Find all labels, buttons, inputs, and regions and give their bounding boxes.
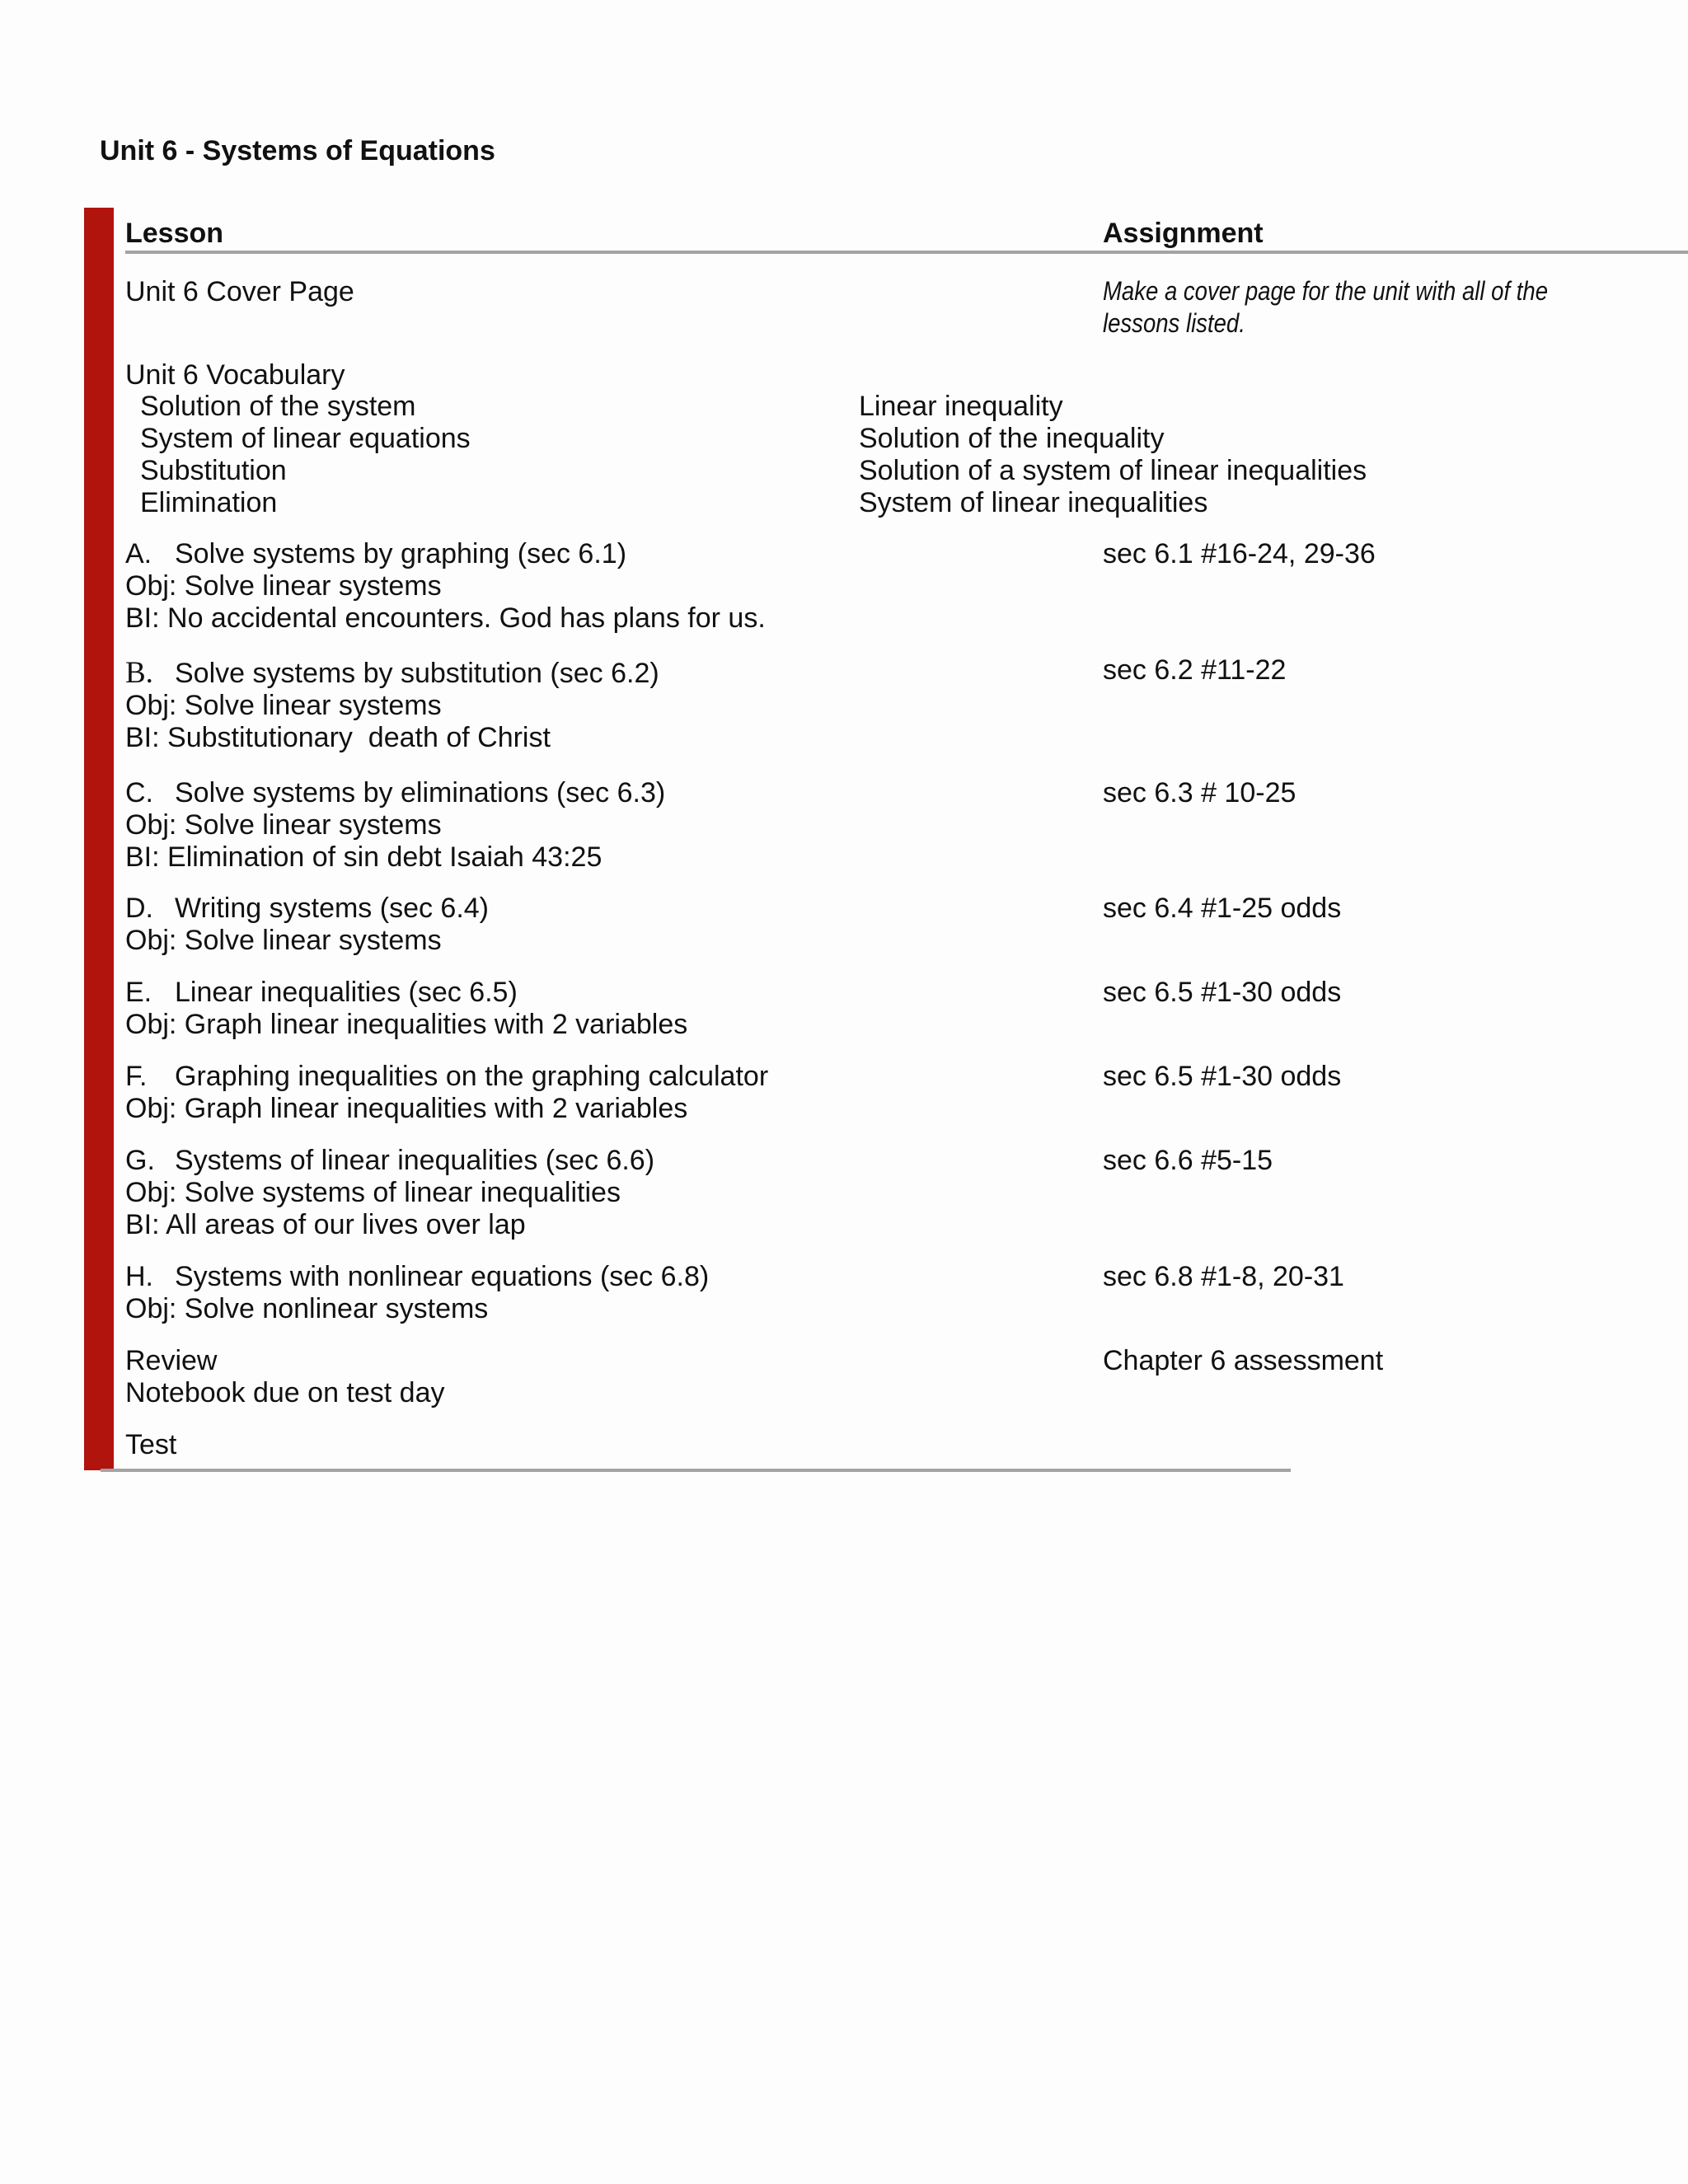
cover-assignment-line: lessons listed.	[1103, 308, 1245, 338]
lesson-h	[125, 1261, 709, 1325]
lesson-title: Graphing inequalities on the graphing calculator	[175, 1061, 769, 1092]
vocabulary-term: Solution of the system	[140, 391, 416, 422]
lesson-letter: A.	[125, 538, 152, 569]
lesson-g-assignment: sec 6.6 #5-15	[1103, 1145, 1273, 1176]
lesson-f	[125, 1061, 768, 1125]
bottom-divider	[101, 1469, 1291, 1472]
lesson-b	[125, 657, 659, 754]
review-title: Review	[125, 1345, 218, 1376]
lesson-biblical-integration: BI: Elimination of sin debt Isaiah 43:25	[125, 841, 603, 873]
cover-lesson-title: Unit 6 Cover Page	[125, 276, 354, 307]
lesson-title: Systems with nonlinear equations (sec 6.8)	[175, 1261, 710, 1292]
lesson-e-assignment: sec 6.5 #1-30 odds	[1103, 977, 1342, 1008]
lesson-a-assignment: sec 6.1 #16-24, 29-36	[1103, 538, 1376, 569]
lesson-title: Systems of linear inequalities (sec 6.6)	[175, 1145, 655, 1176]
header-divider	[125, 251, 1688, 254]
lesson-letter: E.	[125, 977, 152, 1008]
lesson-letter: G.	[125, 1145, 155, 1176]
vocabulary-term: Solution of a system of linear inequalities	[859, 455, 1367, 486]
lesson-letter: C.	[125, 777, 153, 808]
lesson-title: Solve systems by eliminations (sec 6.3)	[175, 777, 666, 808]
cover-assignment-line: Make a cover page for the unit with all of the	[1103, 276, 1548, 306]
lesson-objective: Obj: Solve linear systems	[125, 925, 442, 956]
lesson-c	[125, 777, 665, 874]
lesson-letter: H.	[125, 1261, 153, 1292]
review-note: Notebook due on test day	[125, 1377, 445, 1408]
lesson-biblical-integration: BI: Substitutionary death of Christ	[125, 722, 551, 753]
lesson-h-assignment: sec 6.8 #1-8, 20-31	[1103, 1261, 1344, 1292]
review-assignment: Chapter 6 assessment	[1103, 1345, 1384, 1376]
lesson-letter: D.	[125, 893, 153, 924]
lesson-d-assignment: sec 6.4 #1-25 odds	[1103, 893, 1342, 924]
lesson-objective: Obj: Graph linear inequalities with 2 variables	[125, 1093, 688, 1124]
accent-bar	[84, 208, 114, 1470]
vocabulary-term: Linear inequality	[859, 391, 1063, 422]
lesson-objective: Obj: Solve linear systems	[125, 809, 442, 841]
page-title: Unit 6 - Systems of Equations	[100, 135, 495, 166]
lesson-title: Writing systems (sec 6.4)	[175, 893, 490, 924]
lesson-letter: B.	[125, 656, 153, 690]
lesson-c-assignment: sec 6.3 # 10-25	[1103, 777, 1296, 808]
cover-assignment	[1103, 275, 1548, 340]
test-title: Test	[125, 1429, 177, 1460]
lesson-title: Linear inequalities (sec 6.5)	[175, 977, 518, 1008]
lesson-b-assignment: sec 6.2 #11-22	[1103, 654, 1287, 686]
vocabulary-term: Solution of the inequality	[859, 423, 1165, 454]
lesson-objective: Obj: Solve nonlinear systems	[125, 1293, 489, 1324]
lesson-objective: Obj: Solve systems of linear inequalities	[125, 1177, 621, 1208]
vocabulary-term: Elimination	[140, 487, 278, 518]
test-row	[125, 1429, 176, 1461]
assignment-column-header: Assignment	[1103, 218, 1264, 249]
lesson-g	[125, 1145, 654, 1241]
lesson-objective: Obj: Solve linear systems	[125, 690, 442, 721]
lesson-f-assignment: sec 6.5 #1-30 odds	[1103, 1061, 1342, 1092]
lesson-column-header: Lesson	[125, 218, 224, 249]
vocabulary-heading: Unit 6 Vocabulary	[125, 359, 345, 391]
lesson-title: Solve systems by substitution (sec 6.2)	[175, 658, 659, 689]
lesson-d	[125, 893, 489, 957]
vocabulary-list-right	[859, 391, 1367, 519]
cover-lesson	[125, 276, 354, 308]
lesson-e	[125, 977, 687, 1041]
vocabulary-term: System of linear equations	[140, 423, 471, 454]
lesson-biblical-integration: BI: No accidental encounters. God has plans for us.	[125, 602, 766, 634]
vocabulary-term: Substitution	[140, 455, 287, 486]
lesson-title: Solve systems by graphing (sec 6.1)	[175, 538, 627, 569]
vocabulary-term: System of linear inequalities	[859, 487, 1208, 518]
lesson-a	[125, 538, 766, 635]
lesson-objective: Obj: Solve linear systems	[125, 570, 442, 602]
review-row	[125, 1345, 445, 1409]
lesson-objective: Obj: Graph linear inequalities with 2 variables	[125, 1009, 688, 1040]
vocabulary-list-left	[140, 391, 471, 519]
lesson-biblical-integration: BI: All areas of our lives over lap	[125, 1209, 526, 1240]
lesson-letter: F.	[125, 1061, 148, 1092]
